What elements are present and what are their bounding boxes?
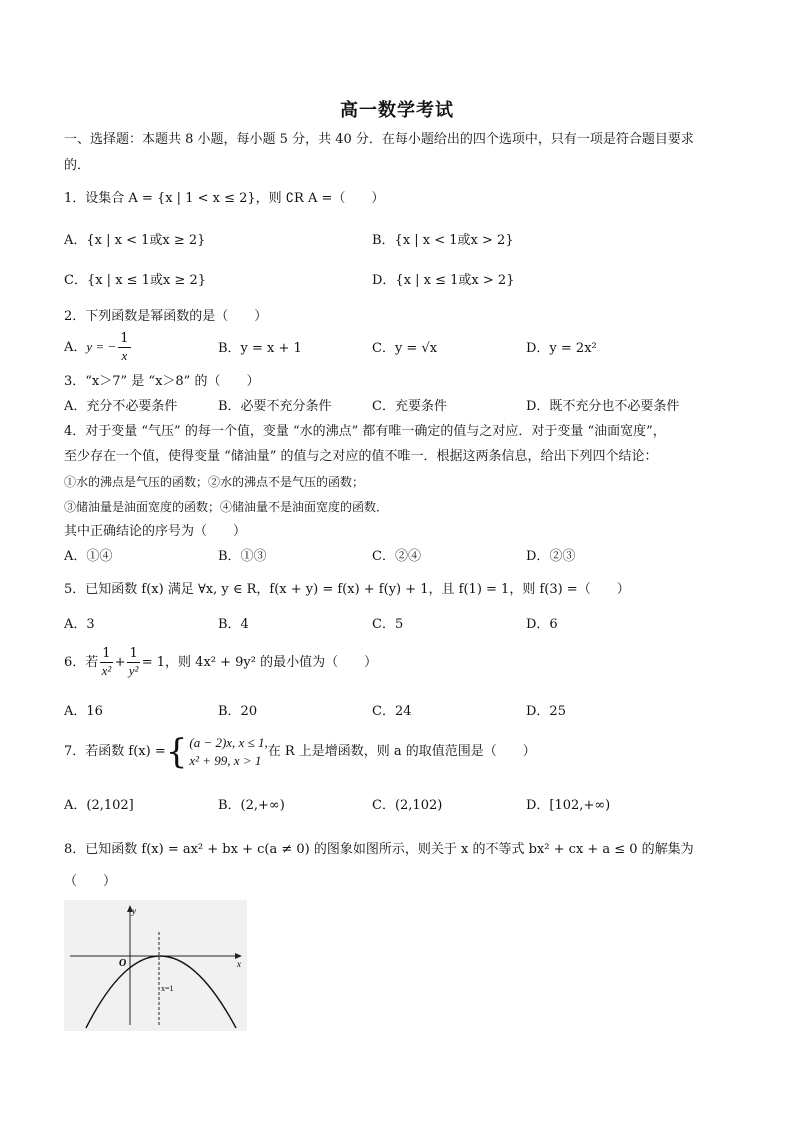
- q4-line4: ③储油量是油面宽度的函数；④储油量不是油面宽度的函数．: [64, 500, 389, 514]
- q7-option-a: A．(2,102]: [64, 798, 134, 813]
- q6-fraction-1: [100, 646, 112, 679]
- symmetry-line-label: x=1: [161, 984, 174, 993]
- parabola-graph: [64, 900, 247, 1031]
- q4-line5: 其中正确结论的序号为（ ）: [64, 524, 247, 539]
- q2-option-b: B．y = x + 1: [218, 341, 302, 356]
- q4-line2: 至少存在一个值，使得变量 “储油量” 的值与之对应的值不唯一．根据这两条信息，给出下列四个结论：: [64, 449, 658, 464]
- q5-option-c: C．5: [372, 617, 404, 632]
- q5-option-a: A．3: [64, 617, 95, 632]
- q1-option-b: B．{x | x < 1或x > 2}: [372, 233, 514, 248]
- q3-option-d: D．既不充分也不必要条件: [526, 399, 680, 414]
- q2-option-c: C．y = √x: [372, 341, 438, 356]
- q7-option-c: C．(2,102): [372, 798, 443, 813]
- q6-prefix: 6．若: [64, 655, 99, 670]
- q6-f1-numerator: 1: [102, 646, 111, 661]
- x-axis-label: x: [237, 959, 241, 969]
- q3-option-c: C．充要条件: [372, 399, 447, 414]
- q7-brace: {: [165, 732, 188, 772]
- q6-suffix: = 1，则 4x² + 9y² 的最小值为（ ）: [141, 655, 378, 670]
- q2-option-a-fraction: [118, 331, 130, 364]
- section-instructions-line2: 的．: [64, 158, 91, 173]
- q6-option-a: A．16: [64, 704, 103, 719]
- q7-stem: [64, 734, 536, 770]
- q6-fraction-2: [127, 646, 139, 679]
- q1-option-d: D．{x | x ≤ 1或x > 2}: [372, 273, 515, 288]
- page-title: 高一数学考试: [340, 100, 454, 121]
- q6-f1-denominator: x²: [101, 663, 112, 678]
- q3-stem: 3．“x＞7” 是 “x＞8” 的（ ）: [64, 374, 260, 389]
- q7-case-2: x² + 99, x > 1: [189, 753, 262, 768]
- q3-option-b: B．必要不充分条件: [218, 399, 332, 414]
- q1-option-a: A．{x | x < 1或x ≥ 2}: [64, 233, 206, 248]
- q6-stem: [64, 646, 377, 679]
- q7-prefix: 7．若函数 f(x) =: [64, 744, 166, 759]
- q2-a-denominator: x: [121, 348, 128, 363]
- origin-label: O: [119, 958, 127, 969]
- parabola-figure: [64, 900, 247, 1031]
- section-instructions-line1: 一、选择题：本题共 8 小题，每小题 5 分，共 40 分．在每小题给出的四个选项中，只有一项是符合题目要求: [64, 132, 694, 147]
- q2-option-d: D．y = 2x²: [526, 341, 597, 356]
- q1-option-c: C．{x | x ≤ 1或x ≥ 2}: [64, 273, 206, 288]
- q6-f2-numerator: 1: [129, 646, 138, 661]
- q4-option-d: D．②③: [526, 549, 576, 564]
- q2-option-a: [64, 331, 133, 364]
- q1-stem: 1．设集合 A = {x | 1 < x ≤ 2}，则 ∁R A =（ ）: [64, 191, 385, 206]
- q4-option-c: C．②④: [372, 549, 421, 564]
- q6-plus: +: [114, 655, 126, 670]
- q3-option-a: A．充分不必要条件: [64, 399, 178, 414]
- q7-cases: [189, 734, 267, 770]
- q7-case-1: (a − 2)x, x ≤ 1,: [189, 735, 268, 750]
- q6-option-d: D．25: [526, 704, 566, 719]
- q2-option-a-prefix: A．: [64, 340, 87, 355]
- q4-option-b: B．①③: [218, 549, 267, 564]
- q2-stem: 2．下列函数是幂函数的是（ ）: [64, 309, 268, 324]
- q8-line1: 8．已知函数 f(x) = ax² + bx + c(a ≠ 0) 的图象如图所示，则关于 x 的不等式 bx² + cx + a ≤ 0 的解集为: [64, 842, 694, 857]
- q6-f2-denominator: y²: [128, 663, 139, 678]
- y-axis-label: y: [132, 906, 136, 916]
- q4-line1: 4．对于变量 “气压” 的每一个值，变量 “水的沸点” 都有唯一确定的值与之对应．对于变量 “油面宽度”，: [64, 424, 666, 439]
- q7-option-b: B．(2,+∞): [218, 798, 285, 813]
- q7-suffix: 在 R 上是增函数，则 a 的取值范围是（ ）: [267, 744, 536, 759]
- q5-stem: 5．已知函数 f(x) 满足 ∀x, y ∈ R，f(x + y) = f(x) + f(y) + 1，且 f(1) = 1，则 f(3) =（ ）: [64, 582, 630, 597]
- q4-option-a: A．①④: [64, 549, 113, 564]
- q2-a-numerator: 1: [120, 331, 129, 346]
- q5-option-d: D．6: [526, 617, 558, 632]
- q5-option-b: B．4: [218, 617, 249, 632]
- q6-option-c: C．24: [372, 704, 412, 719]
- q2-option-a-lhs: y = −: [86, 339, 117, 354]
- q4-line3: ①水的沸点是气压的函数；②水的沸点不是气压的函数；: [64, 475, 365, 489]
- q7-option-d: D．[102,+∞): [526, 798, 611, 813]
- q8-line2: （ ）: [64, 874, 117, 889]
- q6-option-b: B．20: [218, 704, 258, 719]
